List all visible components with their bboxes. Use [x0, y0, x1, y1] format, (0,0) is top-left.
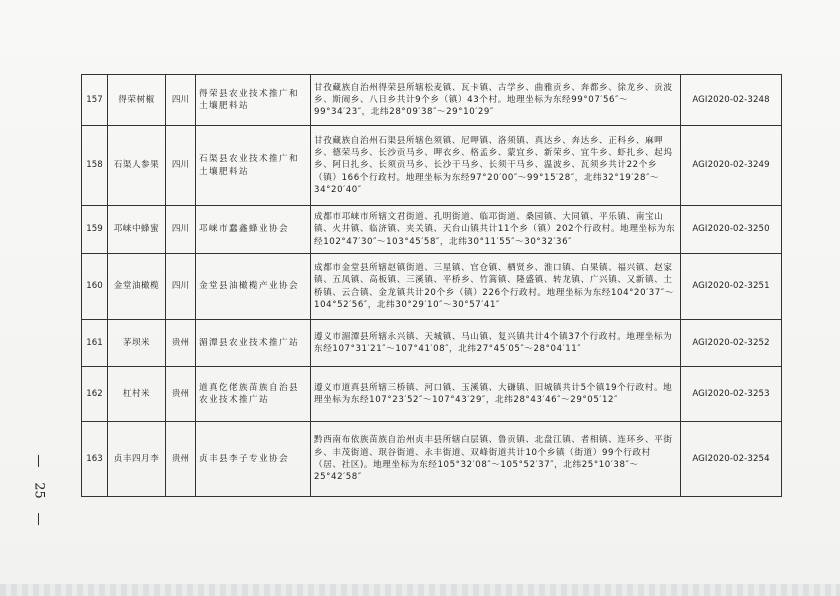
registration-code: AGI2020-02-3248 — [681, 75, 782, 126]
page-number-marker — [28, 455, 50, 525]
province: 贵州 — [166, 422, 196, 497]
table-row — [82, 126, 782, 206]
product-name: 茅坝米 — [108, 320, 166, 367]
province: 四川 — [166, 75, 196, 126]
province: 四川 — [166, 206, 196, 254]
row-number: 158 — [82, 126, 108, 206]
page-number-dash — [38, 455, 39, 467]
registration-table — [81, 74, 782, 497]
province: 四川 — [166, 254, 196, 320]
product-name: 得荣树椒 — [108, 75, 166, 126]
table-row — [82, 367, 782, 422]
page-number-dash — [38, 513, 39, 525]
protection-scope: 遵义市湄潭县所辖永兴镇、天城镇、马山镇、复兴镇共计4个镇37个行政村。地理坐标为东经107°31′21″～107°41′08″，北纬27°45′05″～28°04′11″ — [311, 320, 681, 367]
protection-scope: 成都市金堂县所辖赵镇街道、三星镇、官仓镇、栖贤乡、淮口镇、白果镇、福兴镇、赵家镇、五凤镇、高板镇、三溪镇、平桥乡、竹篙镇、隆盛镇、转龙镇、广兴镇、又新镇、土桥镇、云合镇、金龙镇共计20个乡（镇）226个行政村。地理坐标为东经104°20′37″～104°52′56″，北纬30°29′10″～30°57′41″ — [311, 254, 681, 320]
table-row — [82, 206, 782, 254]
applicant-org: 道真仡佬族苗族自治县农业技术推广站 — [196, 367, 311, 422]
applicant-org: 金堂县油橄榄产业协会 — [196, 254, 311, 320]
protection-scope: 甘孜藏族自治州得荣县所辖松麦镇、瓦卡镇、古学乡、曲雅贡乡、奔都乡、徐龙乡、贡波乡、斯闹乡、八日乡共计9个乡（镇）43个村。地理坐标为东经99°07′56″～99°34′23″，北纬28°09′38″～29°10′29″ — [311, 75, 681, 126]
row-number: 160 — [82, 254, 108, 320]
province: 四川 — [166, 126, 196, 206]
registration-code: AGI2020-02-3252 — [681, 320, 782, 367]
registration-code: AGI2020-02-3251 — [681, 254, 782, 320]
row-number: 163 — [82, 422, 108, 497]
table-row — [82, 254, 782, 320]
product-name: 石渠人参果 — [108, 126, 166, 206]
province: 贵州 — [166, 320, 196, 367]
applicant-org: 贞丰县李子专业协会 — [196, 422, 311, 497]
province: 贵州 — [166, 367, 196, 422]
row-number: 162 — [82, 367, 108, 422]
applicant-org: 湄潭县农业技术推广站 — [196, 320, 311, 367]
table-row — [82, 320, 782, 367]
product-name: 金堂油橄榄 — [108, 254, 166, 320]
applicant-org: 得荣县农业技术推广和土壤肥料站 — [196, 75, 311, 126]
protection-scope: 甘孜藏族自治州石渠县所辖色须镇、尼呷镇、洛须镇、真达乡、奔达乡、正科乡、麻呷乡、德荣马乡、长沙贡马乡、呷衣乡、格孟乡、蒙宜乡、新荣乡、宜牛乡、虾扎乡、起坞乡、阿日扎乡、长须贡马乡、长沙干马乡、长须干马乡、温波乡、瓦须乡共计22个乡（镇）166个行政村。地理坐标为东经97°20′00″～99°15′28″，北纬32°19′28″～34°20′40″ — [311, 126, 681, 206]
product-name: 杠村米 — [108, 367, 166, 422]
registration-code: AGI2020-02-3254 — [681, 422, 782, 497]
table-row — [82, 75, 782, 126]
scan-edge — [0, 584, 840, 596]
applicant-org: 石渠县农业技术推广和土壤肥料站 — [196, 126, 311, 206]
protection-scope: 黔西南布依族苗族自治州贞丰县所辖白层镇、鲁贡镇、北盘江镇、者相镇、连环乡、平街乡、丰茂街道、珉谷街道、永丰街道、双峰街道共计10个乡镇（街道）99个行政村（居、社区)。地理坐标为东经105°32′08″～105°52′37″，北纬25°10′38″～25°42′58″ — [311, 422, 681, 497]
registration-code: AGI2020-02-3250 — [681, 206, 782, 254]
table-row — [82, 422, 782, 497]
applicant-org: 邛崃市蠢鑫蜂业协会 — [196, 206, 311, 254]
row-number: 159 — [82, 206, 108, 254]
protection-scope: 遵义市道真县所辖三桥镇、河口镇、玉溪镇、大磏镇、旧城镇共计5个镇19个行政村。地理坐标为东经107°23′52″～107°43′29″，北纬28°43′46″～29°05′12″ — [311, 367, 681, 422]
registration-code: AGI2020-02-3249 — [681, 126, 782, 206]
protection-scope: 成都市邛崃市所辖文君街道、孔明街道、临邛街道、桑园镇、大同镇、平乐镇、南宝山镇、火井镇、临济镇、夹关镇、天台山镇共计11个乡（镇）202个行政村。地理坐标为东经102°47′30″～103°45′58″，北纬30°11′55″～30°32′36″ — [311, 206, 681, 254]
row-number: 157 — [82, 75, 108, 126]
product-name: 邛崃中蜂蜜 — [108, 206, 166, 254]
product-name: 贞丰四月李 — [108, 422, 166, 497]
registration-code: AGI2020-02-3253 — [681, 367, 782, 422]
page-number: 25 — [31, 482, 47, 499]
row-number: 161 — [82, 320, 108, 367]
